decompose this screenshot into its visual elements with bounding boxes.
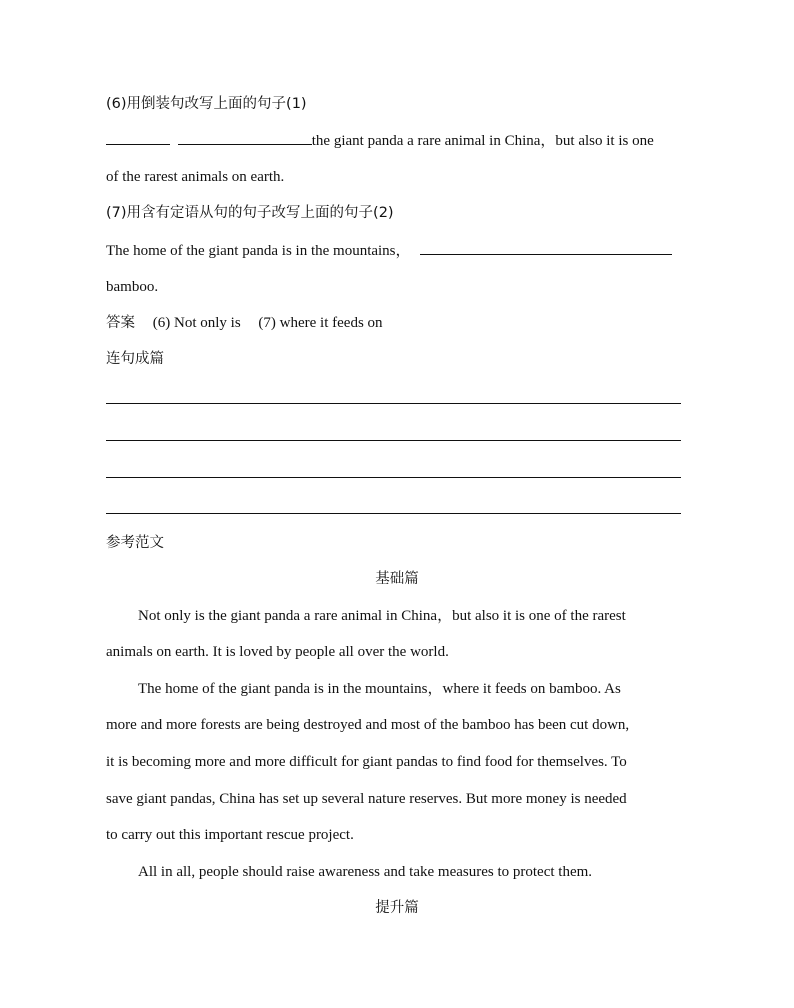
q6-sentence-text-1: the giant panda a rare animal in China，but also it is one [311,133,654,149]
q7-sentence-line-1 [106,240,688,261]
q7-blank[interactable] [420,240,672,255]
q6-sentence-line-2: of the rarest animals on earth. [106,169,285,185]
basic-title: 基础篇 [375,571,419,587]
q7-sentence-text-1: The home of the giant panda is in the mountains， [106,243,411,259]
essay-line: Not only is the giant panda a rare animal in China，but also it is one of the rarest [138,608,626,624]
writing-line[interactable] [106,513,681,514]
writing-line[interactable] [106,477,681,478]
answer-6: (6) Not only is [152,315,241,331]
compose-heading: 连句成篇 [106,351,164,367]
writing-line[interactable] [106,403,681,404]
essay-line: All in all, people should raise awareness and take measures to protect them. [138,864,593,880]
advanced-title: 提升篇 [375,900,419,916]
q6-blank-1[interactable] [106,130,170,145]
q6-prompt: (6)用倒装句改写上面的句子(1) [106,96,307,112]
answer-7: (7) where it feeds on [258,315,383,331]
essay-line: The home of the giant panda is in the mountains，where it feeds on bamboo. As [138,681,621,697]
q6-sentence-line-1 [106,130,688,151]
answer-line [106,313,688,333]
q7-sentence-line-2: bamboo. [106,279,159,295]
essay-line: more and more forests are being destroyed and most of the bamboo has been cut down, [106,717,630,733]
writing-line[interactable] [106,440,681,441]
q6-blank-2[interactable] [178,130,312,145]
q7-prompt: (7)用含有定语从句的句子改写上面的句子(2) [106,205,394,221]
sample-heading: 参考范文 [106,535,164,551]
essay-line: save giant pandas, China has set up several nature reserves. But more money is needed [106,791,627,807]
essay-line: animals on earth. It is loved by people all over the world. [106,644,449,660]
essay-line: it is becoming more and more difficult for giant pandas to find food for themselves. To [106,754,627,770]
answer-label: 答案 [106,315,135,331]
essay-line: to carry out this important rescue project. [106,827,354,843]
